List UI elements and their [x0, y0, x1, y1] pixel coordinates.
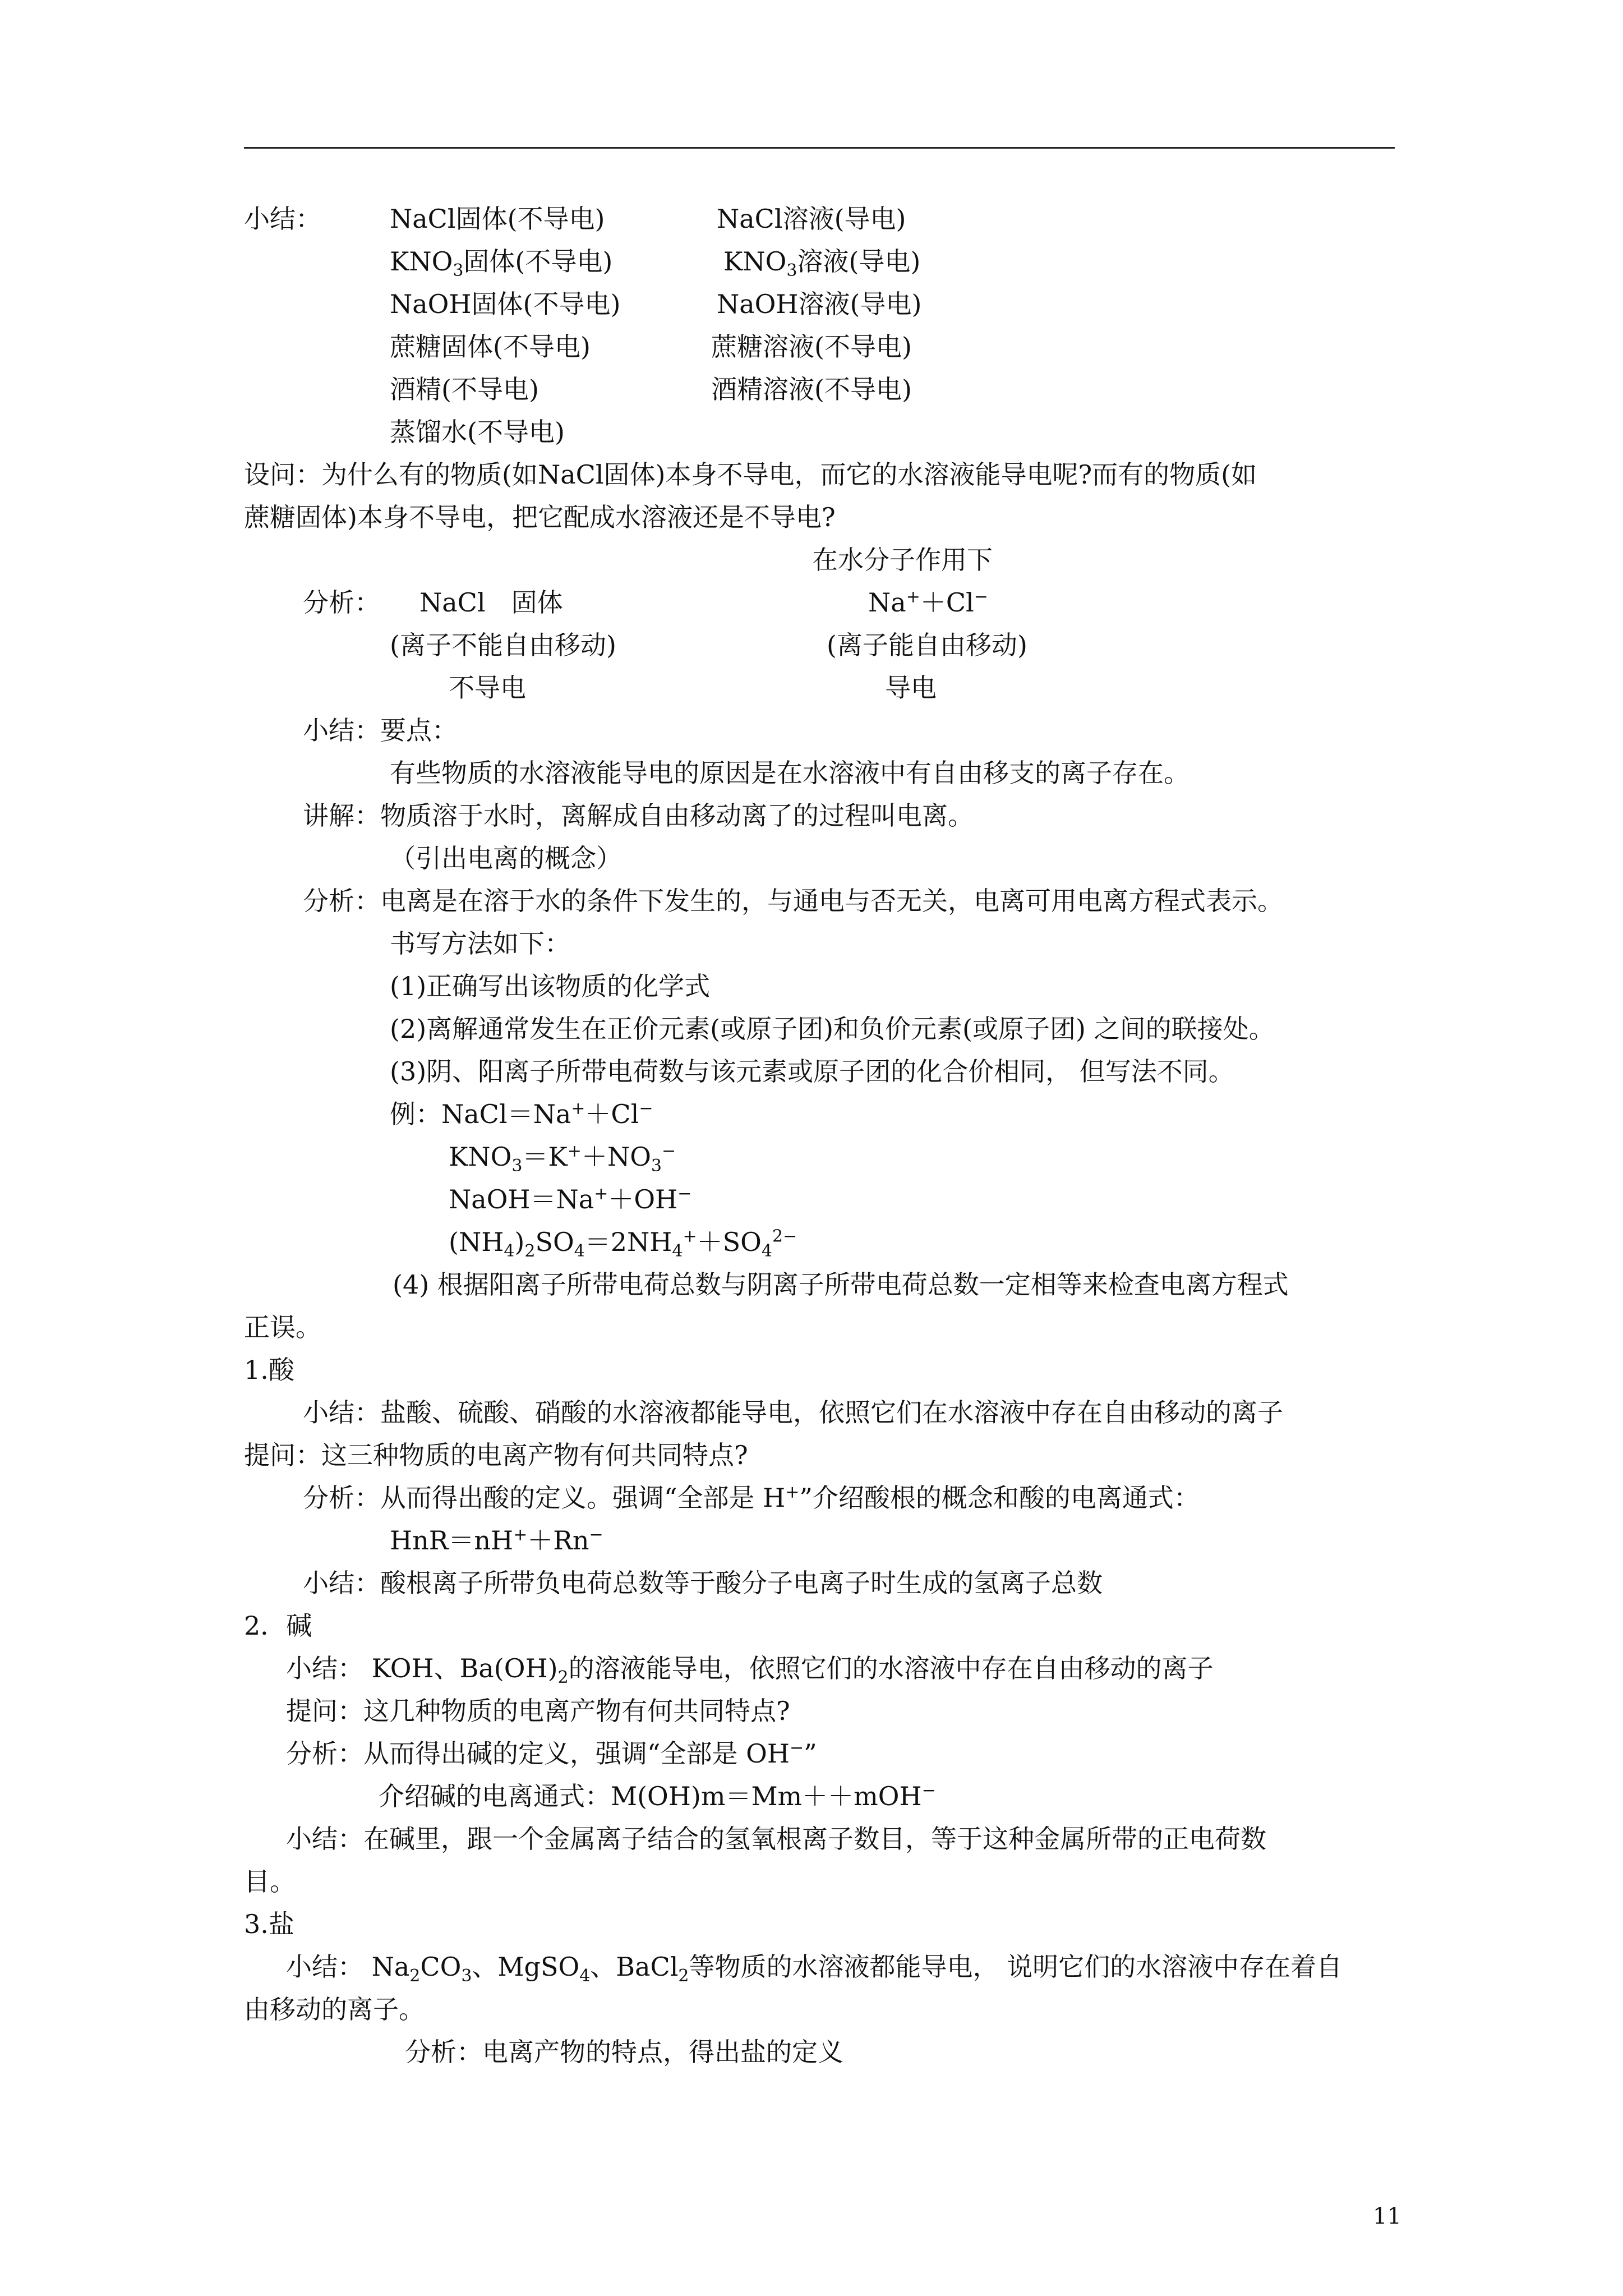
rule-4-line-2: 正误。 [244, 1312, 321, 1342]
rule-3: (3)阴、阳离子所带电荷数与该元素或原子团的化合价相同， 但写法不同。 [390, 1056, 1234, 1087]
kno3-solution: $KNO_3$溶液(导电) [723, 246, 921, 281]
base-summary: 小结： KOH、$Ba(OH)_2$的溶液能导电，依照它们的水溶液中存在自由移动的离子 [286, 1653, 1214, 1688]
acid-heading: 1.酸 [244, 1355, 294, 1385]
base-formula: 介绍碱的电离通式：M(OH)m＝Mm＋＋mOH− [379, 1780, 936, 1811]
base-heading: 2．碱 [244, 1611, 312, 1641]
example-nacl: 例：NaCl＝Na+＋Cl− [390, 1098, 653, 1129]
example-nh4-2so4: $(NH_4)_2SO_4=2NH_4^++SO_4^{2-}$ [449, 1226, 797, 1262]
salt-summary: 小结： $Na_2CO_3$、MgSO$_4$、BaCl$_2$等物质的水溶液都能导电， 说明它们的水溶液中存在着自 [286, 1952, 1343, 1986]
ions-not-free: (离子不能自由移动) [390, 630, 616, 660]
ion-equation: Na+＋Cl− [868, 587, 988, 618]
base-summary-2-line-1: 小结：在碱里，跟一个金属离子结合的氢氧根离子数目，等于这种金属所带的正电荷数 [286, 1824, 1266, 1854]
nacl-solution: NaCl溶液(导电) [717, 204, 906, 234]
nacl-solid: NaCl固体(不导电) [390, 204, 605, 234]
acid-summary-2: 小结：酸根离子所带负电荷总数等于酸分子电离子时生成的氢离子总数 [303, 1568, 1103, 1598]
distilled-water: 蒸馏水(不导电) [390, 417, 565, 447]
lecture-text: 讲解：物质溶于水时，离解成自由移动离了的过程叫电离。 [303, 800, 974, 831]
sugar-solid: 蔗糖固体(不导电) [390, 332, 591, 362]
base-analysis: 分析：从而得出碱的定义，强调“全部是 OH−” [286, 1738, 817, 1769]
acid-analysis: 分析：从而得出酸的定义。强调“全部是 H+”介绍酸根的概念和酸的电离通式： [303, 1482, 1200, 1513]
lecture-note: （引出电离的概念） [390, 843, 622, 873]
acid-question: 提问：这三种物质的电离产物有何共同特点? [244, 1440, 748, 1470]
kno3-solid: $KNO_3$固体(不导电) [390, 246, 613, 281]
example-naoh: NaOH＝Na+＋OH− [449, 1184, 692, 1214]
ions-free: (离子能自由移动) [827, 630, 1027, 660]
analysis-label: 分析： [303, 587, 380, 618]
alcohol-solution: 酒精溶液(不导电) [711, 374, 912, 404]
base-summary-2-line-2: 目。 [244, 1866, 296, 1897]
salt-analysis: 分析：电离产物的特点，得出盐的定义 [405, 2037, 843, 2067]
summary-key-points: 小结：要点： [303, 715, 458, 746]
question-line-1: 设问：为什么有的物质(如NaCl固体)本身不导电，而它的水溶液能导电呢?而有的物质(如 [244, 459, 1257, 490]
salt-summary-line-2: 由移动的离子。 [244, 1994, 425, 2024]
question-line-2: 蔗糖固体)本身不导电，把它配成水溶液还是不导电? [244, 502, 836, 532]
acid-summary: 小结：盐酸、硫酸、硝酸的水溶液都能导电，依照它们在水溶液中存在自由移动的离子 [303, 1397, 1283, 1428]
nacl-solid-formula: NaCl 固体 [419, 587, 563, 618]
base-question: 提问：这几种物质的电离产物有何共同特点? [286, 1696, 790, 1726]
conductive: 导电 [885, 673, 937, 703]
sugar-solution: 蔗糖溶液(不导电) [711, 332, 912, 362]
key-point-text: 有些物质的水溶液能导电的原因是在水溶液中有自由移支的离子存在。 [390, 758, 1189, 788]
example-kno3: $KNO_3=K^++NO_3^-$ [449, 1141, 676, 1176]
condition-label: 在水分子作用下 [812, 545, 993, 575]
analysis-ionization: 分析：电离是在溶于水的条件下发生的，与通电与否无关，电离可用电离方程式表示。 [303, 886, 1283, 916]
rule-4-line-1: (4) 根据阳离子所带电荷总数与阴离子所带电荷总数一定相等来检查电离方程式 [393, 1269, 1289, 1300]
page-number: 11 [1373, 2203, 1401, 2229]
naoh-solution: NaOH溶液(导电) [717, 289, 922, 319]
salt-heading: 3.盐 [244, 1909, 294, 1939]
header-rule [244, 147, 1395, 149]
rule-2: (2)离解通常发生在正价元素(或原子团)和负价元素(或原子团) 之间的联接处。 [390, 1014, 1275, 1044]
alcohol: 酒精(不导电) [390, 374, 539, 404]
naoh-solid: NaOH固体(不导电) [390, 289, 621, 319]
writing-method: 书写方法如下： [390, 928, 570, 959]
not-conductive: 不导电 [449, 673, 526, 703]
rule-1: (1)正确写出该物质的化学式 [390, 971, 711, 1001]
acid-formula: HnR＝nH+＋Rn− [390, 1525, 603, 1556]
summary-label: 小结： [244, 204, 321, 234]
